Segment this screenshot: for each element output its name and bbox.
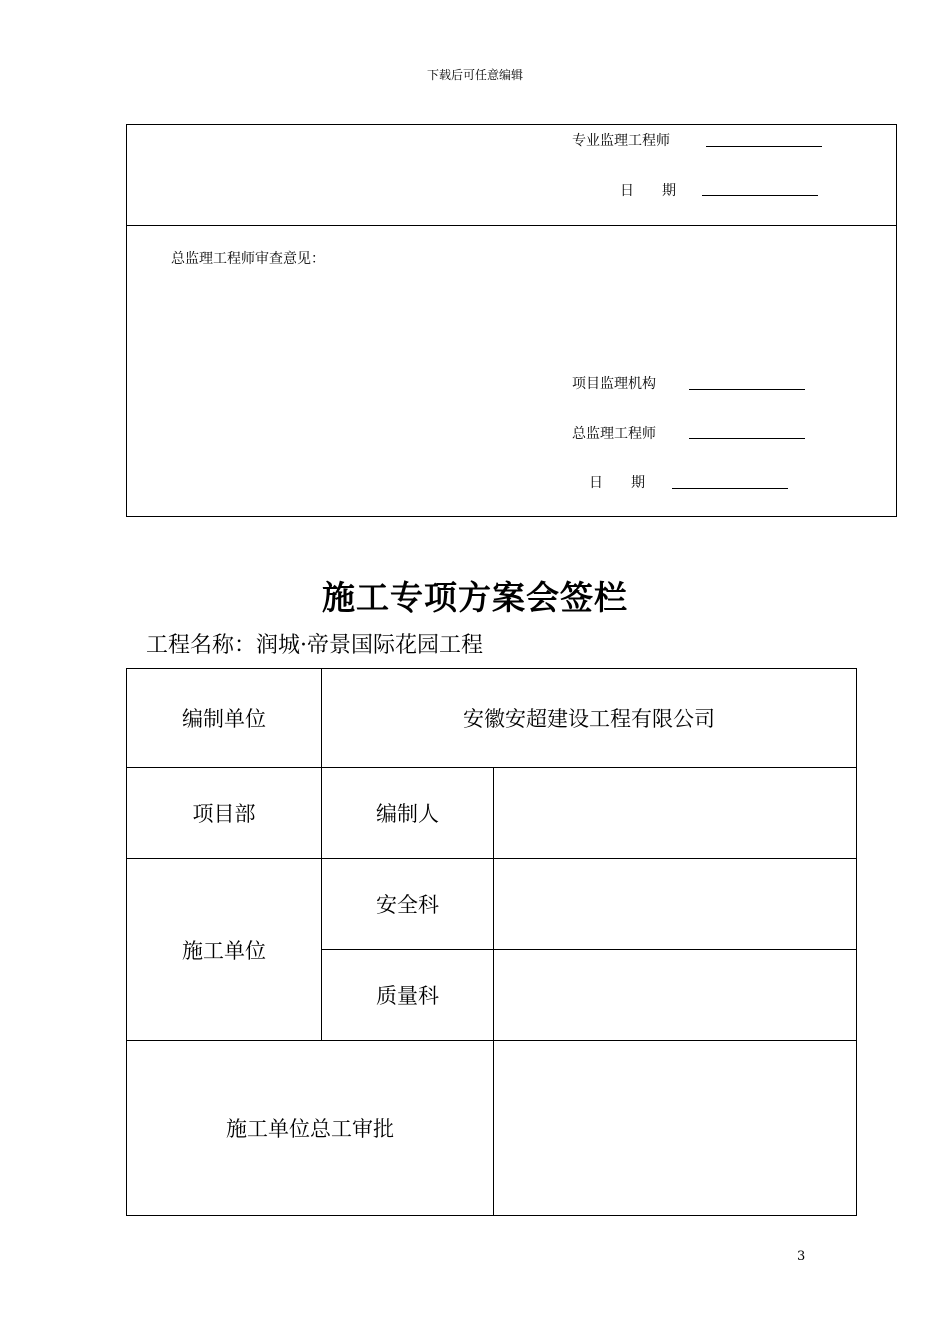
project-dept-label: 项目部 xyxy=(127,768,322,859)
chief-approval-label: 施工单位总工审批 xyxy=(127,1041,494,1216)
page-title: 施工专项方案会签栏 xyxy=(322,578,628,617)
safety-dept-label: 安全科 xyxy=(322,859,494,950)
supervision-review-box xyxy=(126,124,897,517)
safety-dept-signature-cell[interactable] xyxy=(494,859,857,950)
chief-engineer-signature-line xyxy=(689,438,805,439)
quality-dept-signature-cell[interactable] xyxy=(494,950,857,1041)
box-divider xyxy=(127,225,896,226)
table-row xyxy=(127,768,857,859)
chief-opinion-label: 总监理工程师审查意见： xyxy=(171,251,325,267)
specialist-engineer-label: 专业监理工程师 xyxy=(572,133,670,149)
table-row xyxy=(127,1041,857,1216)
countersign-table xyxy=(126,668,857,1216)
page-number: 3 xyxy=(797,1249,806,1264)
quality-dept-label: 质量科 xyxy=(322,950,494,1041)
table-row xyxy=(127,859,857,950)
chief-engineer-label: 总监理工程师 xyxy=(572,426,656,442)
compiling-unit-value: 安徽安超建设工程有限公司 xyxy=(322,669,857,768)
table-row xyxy=(127,669,857,768)
date-signature-line-1 xyxy=(702,195,818,196)
header-note: 下载后可任意编辑 xyxy=(426,68,523,82)
chief-approval-signature-cell[interactable] xyxy=(494,1041,857,1216)
project-org-signature-line xyxy=(689,389,805,390)
date-label-2: 日 期 xyxy=(589,475,645,491)
date-label-1: 日 期 xyxy=(620,183,676,199)
compiler-label: 编制人 xyxy=(322,768,494,859)
project-org-label: 项目监理机构 xyxy=(572,376,656,392)
date-signature-line-2 xyxy=(672,488,788,489)
construction-unit-label: 施工单位 xyxy=(127,859,322,1041)
project-name-line: 工程名称：润城·帝景国际花园工程 xyxy=(146,633,483,658)
specialist-engineer-signature-line xyxy=(706,146,822,147)
compiling-unit-label: 编制单位 xyxy=(127,669,322,768)
compiler-signature-cell[interactable] xyxy=(494,768,857,859)
